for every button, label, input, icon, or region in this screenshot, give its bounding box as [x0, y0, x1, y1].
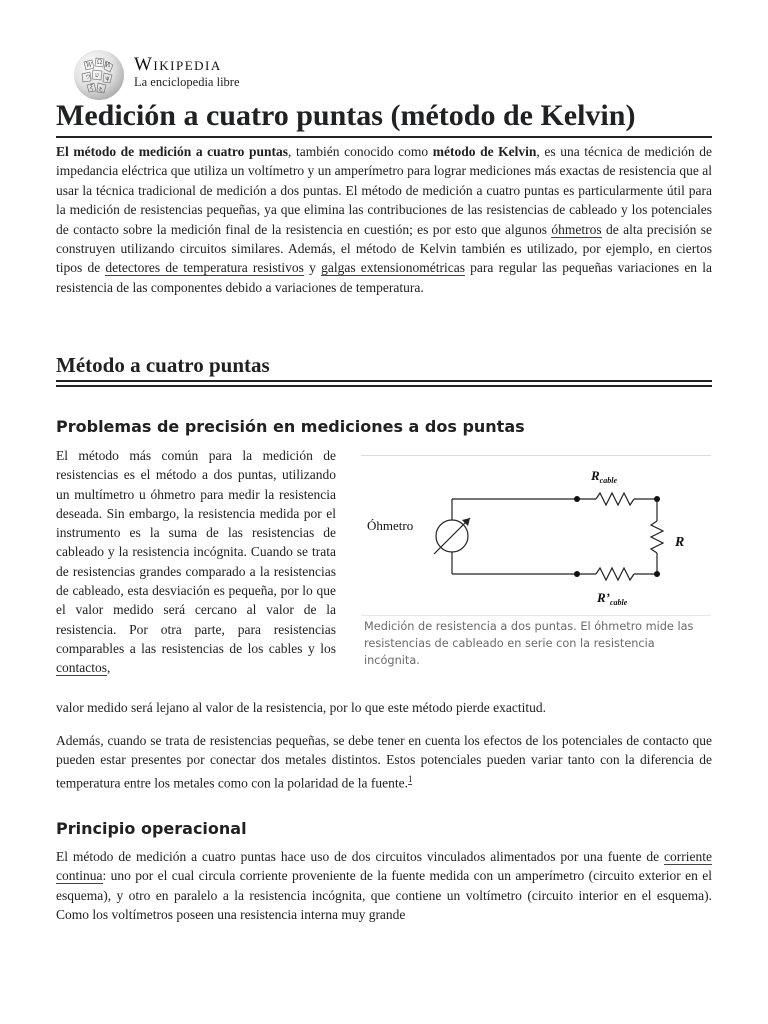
section-heading-metodo: Método a cuatro puntas: [56, 353, 270, 377]
paragraph-contact-potentials-text: Además, cuando se trata de resistencias pequeñas, se debe tener en cuenta los efectos de los potenciales de contacto que pueden estar presentes por conectar dos metales distintos. Estos potenciales pueden variar tanto con la diferencia de temperatura entre los metales como con la polaridad de la fuente.: [56, 733, 712, 791]
paragraph-two-point-a: [56, 446, 336, 678]
brand-tagline: La enciclopedia libre: [134, 75, 240, 89]
intro-paragraph: [56, 142, 712, 297]
svg-text:W: W: [86, 62, 93, 69]
brand-name: Wikipedia: [134, 54, 222, 75]
paragraph-two-point-a-comma: ,: [106, 660, 111, 676]
figure-label-r: R: [675, 535, 685, 550]
svg-text:ξ: ξ: [90, 84, 94, 91]
intro-text-5: para regular las pequeñas variaciones en la resistencia de las componentes debido a variaciones de temperatura.: [56, 260, 712, 295]
svg-text:ع: ع: [99, 85, 103, 92]
figure-two-point-measurement: [361, 455, 711, 670]
figure-label-ohmetro: Óhmetro: [367, 518, 414, 533]
link-galgas-extensionometricas[interactable]: galgas extensionométricas: [321, 260, 465, 276]
paragraph-contact-potentials: [56, 731, 712, 793]
section-rule-bottom: [56, 385, 712, 387]
figure-caption: Medición de resistencia a dos puntas. El óhmetro mide las resistencias de cableado en serie con la resistencia incógnita.: [364, 620, 694, 667]
paragraph-principio-text-a: El método de medición a cuatro puntas hace uso de dos circuitos vinculados alimentados por una fuente de: [56, 849, 665, 864]
page-title: Medición a cuatro puntas (método de Kelvin): [56, 98, 712, 138]
svg-text:И: И: [105, 62, 111, 69]
intro-bold-kelvin: método de Kelvin: [432, 144, 537, 159]
svg-text:ψ: ψ: [105, 75, 110, 82]
link-contactos[interactable]: contactos: [56, 660, 107, 676]
paragraph-two-point-b: valor medido será lejano al valor de la resistencia, por lo que este método pierde exactitud.: [56, 700, 546, 715]
section-rule-top: [56, 380, 712, 382]
paragraph-two-point-a-text: El método más común para la medición de resistencias es el método a dos puntas, utilizando un multímetro u óhmetro para medir la resistencia deseada. Sin embargo, la resistencia medida por el instrumento es la suma de las resistencias de cableado y la resistencia incógnita. Cuando se trata de resistencias grandes comparado a la resistencias de cableado, esta desviación es pequeña, por lo que el valor medido será cercano al valor de la resistencia. Por otra parte, para resistencias comparables a las resistencias de los cables y los: [56, 448, 336, 656]
svg-text:ウ: ウ: [85, 74, 92, 81]
wikipedia-globe-logo-icon[interactable]: [74, 50, 124, 100]
subsection-heading-problemas: Problemas de precisión en mediciones a dos puntas: [56, 417, 525, 436]
link-ohmetros[interactable]: óhmetros: [551, 221, 602, 237]
intro-text-4: y: [303, 260, 322, 276]
subsection-heading-principio: Principio operacional: [56, 819, 247, 838]
intro-text-2: , es una técnica de medición de impedancia eléctrica que utiliza un voltímetro y un amperímetro para lograr mediciones más exactas de resistencia que al usar la técnica tradicional de medición a dos puntas. El método de medición a cuatro puntas es particularmente útil para la medición de resistencias pequeñas, ya que elimina las contribuciones de las resistencias de cableado y los potenciales de contacto sobre la medición final de la resistencia en cuestión; es por esto que algunos: [56, 144, 712, 237]
circuit-diagram: [361, 456, 711, 615]
link-detectores-temperatura[interactable]: detectores de temperatura resistivos: [105, 260, 304, 276]
intro-text-1: , también conocido como: [288, 144, 433, 159]
figure-label-rcable: $R_{cable}$: [591, 468, 617, 485]
svg-text:Ω: Ω: [97, 59, 102, 66]
paragraph-principio-text-b: : uno por el cual circula corriente proveniente de la fuente medida con un amperímetro (circuito exterior en el esquema), y otro en paralelo a la resistencia incógnita, que contiene un voltímetro (circuito interior en el esquema). Como los voltímetros poseen una resistencia interna muy grande: [56, 868, 712, 923]
paragraph-principio: [56, 847, 712, 925]
reference-1[interactable]: 1: [407, 773, 413, 784]
figure-label-rcable-prime: $R’_{cable}$: [597, 590, 628, 607]
svg-text:ש: ש: [95, 72, 100, 79]
figure-caption-divider: [361, 615, 711, 616]
brand-block: [134, 55, 240, 89]
intro-bold-term: El método de medición a cuatro puntas: [56, 144, 289, 159]
link-corriente-continua[interactable]: corriente continua: [56, 849, 712, 884]
intro-text-3: de alta precisión se construyen utilizando circuitos similares. Además, el método de Kelvin también es utilizado, por ejemplo, en ciertos tipos de: [56, 221, 713, 276]
wikipedia-header[interactable]: [74, 50, 240, 100]
